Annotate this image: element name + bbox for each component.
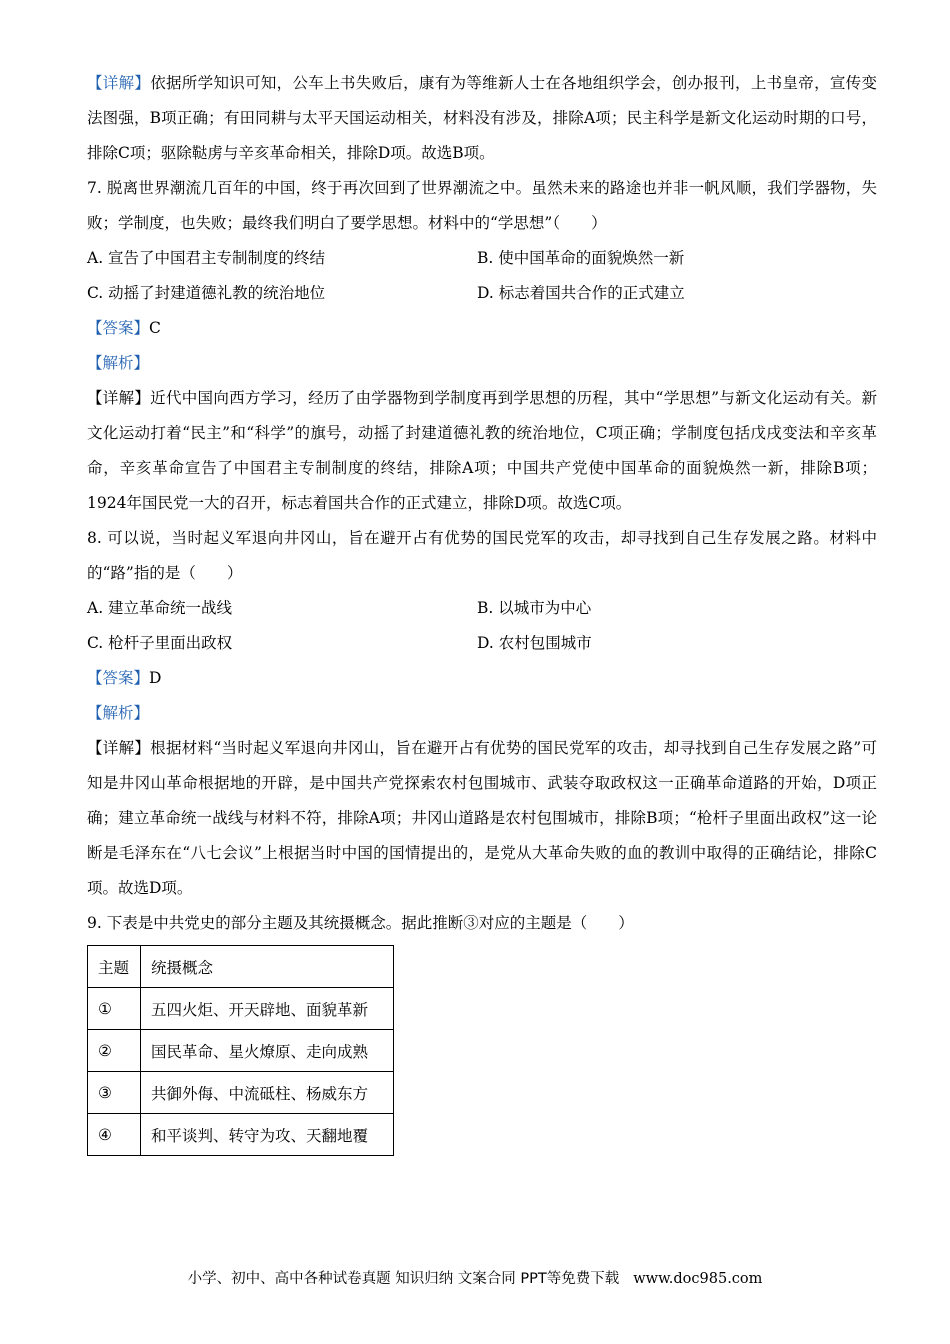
answer-value: C [149, 319, 161, 337]
q6-detail [87, 66, 877, 171]
document-page [87, 66, 877, 1156]
footer-url[interactable]: www.doc985.com [633, 1271, 763, 1287]
q8-stem: 8. 可以说，当时起义军退向井冈山，旨在避开占有优势的国民党军的攻击，却寻找到自己生存发展之路。材料中的“路”指的是（ ） [87, 529, 877, 582]
table-cell: 国民革命、星火燎原、走向成熟 [141, 1030, 394, 1072]
footer-text: 小学、初中、高中各种试卷真题 知识归纳 文案合同 PPT等免费下载 [187, 1271, 620, 1287]
detail-tag: 【详解】 [87, 74, 151, 92]
analysis-tag: 【解析】 [87, 354, 150, 372]
q7-detail [87, 381, 877, 521]
detail-tag: 【详解】 [87, 389, 151, 407]
table-cell: ③ [88, 1072, 141, 1114]
q7-stem: 7. 脱离世界潮流几百年的中国，终于再次回到了世界潮流之中。虽然未来的路途也并非一帆风顺，我们学器物，失败；学制度，也失败；最终我们明白了要学思想。材料中的“学思想”（ ） [87, 179, 877, 232]
table-row [88, 1072, 394, 1114]
q7-option-d: D. 标志着国共合作的正式建立 [477, 284, 685, 302]
q7-options-row-2 [87, 276, 877, 311]
table-cell: ④ [88, 1114, 141, 1156]
q7-option-c: C. 动摇了封建道德礼教的统治地位 [87, 284, 326, 302]
q8-detail [87, 731, 877, 906]
detail-text: 根据材料“当时起义军退向井冈山，旨在避开占有优势的国民党军的攻击，却寻找到自己生存发展之路”可知是井冈山革命根据地的开辟，是中国共产党探索农村包围城市、武装夺取政权这一正确革命道路的开始，D项正确；建立革命统一战线与材料不符，排除A项；井冈山道路是农村包围城市，排除B项；“枪杆子里面出政权”这一论断是毛泽东在“八七会议”上根据当时中国的国情提出的，是党从大革命失败的血的教训中取得的正确结论，排除C项。故选D项。 [87, 739, 877, 897]
answer-tag: 【答案】 [87, 319, 150, 337]
table-header-cell: 主题 [88, 946, 141, 988]
detail-text: 依据所学知识可知，公车上书失败后，康有为等维新人士在各地组织学会，创办报刊，上书皇帝，宣传变法图强，B项正确；有田同耕与太平天国运动相关，材料没有涉及，排除A项；民主科学是新文化运动时期的口号，排除C项；驱除鞑虏与辛亥革命相关，排除D项。故选B项。 [87, 74, 877, 162]
table-cell: 五四火炬、开天辟地、面貌革新 [141, 988, 394, 1030]
table-row [88, 1114, 394, 1156]
q8-options-row-2 [87, 626, 877, 661]
q7-options-row-1 [87, 241, 877, 276]
table-cell: 共御外侮、中流砥柱、杨威东方 [141, 1072, 394, 1114]
table-cell: ① [88, 988, 141, 1030]
q8-analysis [87, 696, 877, 731]
q7-option-a: A. 宣告了中国君主专制制度的终结 [87, 249, 326, 267]
q8-option-c: C. 枪杆子里面出政权 [87, 634, 233, 652]
q8-option-b: B. 以城市为中心 [477, 599, 592, 617]
analysis-tag: 【解析】 [87, 704, 150, 722]
answer-value: D [149, 669, 162, 687]
detail-tag: 【详解】 [87, 739, 151, 757]
table-header-row [88, 946, 394, 988]
table-row [88, 988, 394, 1030]
table-cell: ② [88, 1030, 141, 1072]
q8-option-a: A. 建立革命统一战线 [87, 599, 233, 617]
answer-tag: 【答案】 [87, 669, 150, 687]
q8-answer [87, 661, 877, 696]
q9-table [87, 945, 394, 1156]
page-footer [0, 1267, 950, 1288]
q8-options-row-1 [87, 591, 877, 626]
table-header-cell: 统摄概念 [141, 946, 394, 988]
table-cell: 和平谈判、转守为攻、天翻地覆 [141, 1114, 394, 1156]
q8-option-d: D. 农村包围城市 [477, 634, 592, 652]
q7-analysis [87, 346, 877, 381]
q9-stem: 9. 下表是中共党史的部分主题及其统摄概念。据此推断③对应的主题是（ ） [87, 914, 634, 932]
table-row [88, 1030, 394, 1072]
q7-option-b: B. 使中国革命的面貌焕然一新 [477, 249, 685, 267]
detail-text: 近代中国向西方学习，经历了由学器物到学制度再到学思想的历程，其中“学思想”与新文化运动有关。新文化运动打着“民主”和“科学”的旗号，动摇了封建道德礼教的统治地位，C项正确；学制度包括戊戌变法和辛亥革命，辛亥革命宣告了中国君主专制制度的终结，排除A项；中国共产党使中国革命的面貌焕然一新，排除B项；1924年国民党一大的召开，标志着国共合作的正式建立，排除D项。故选C项。 [87, 389, 877, 512]
q7-answer [87, 311, 877, 346]
